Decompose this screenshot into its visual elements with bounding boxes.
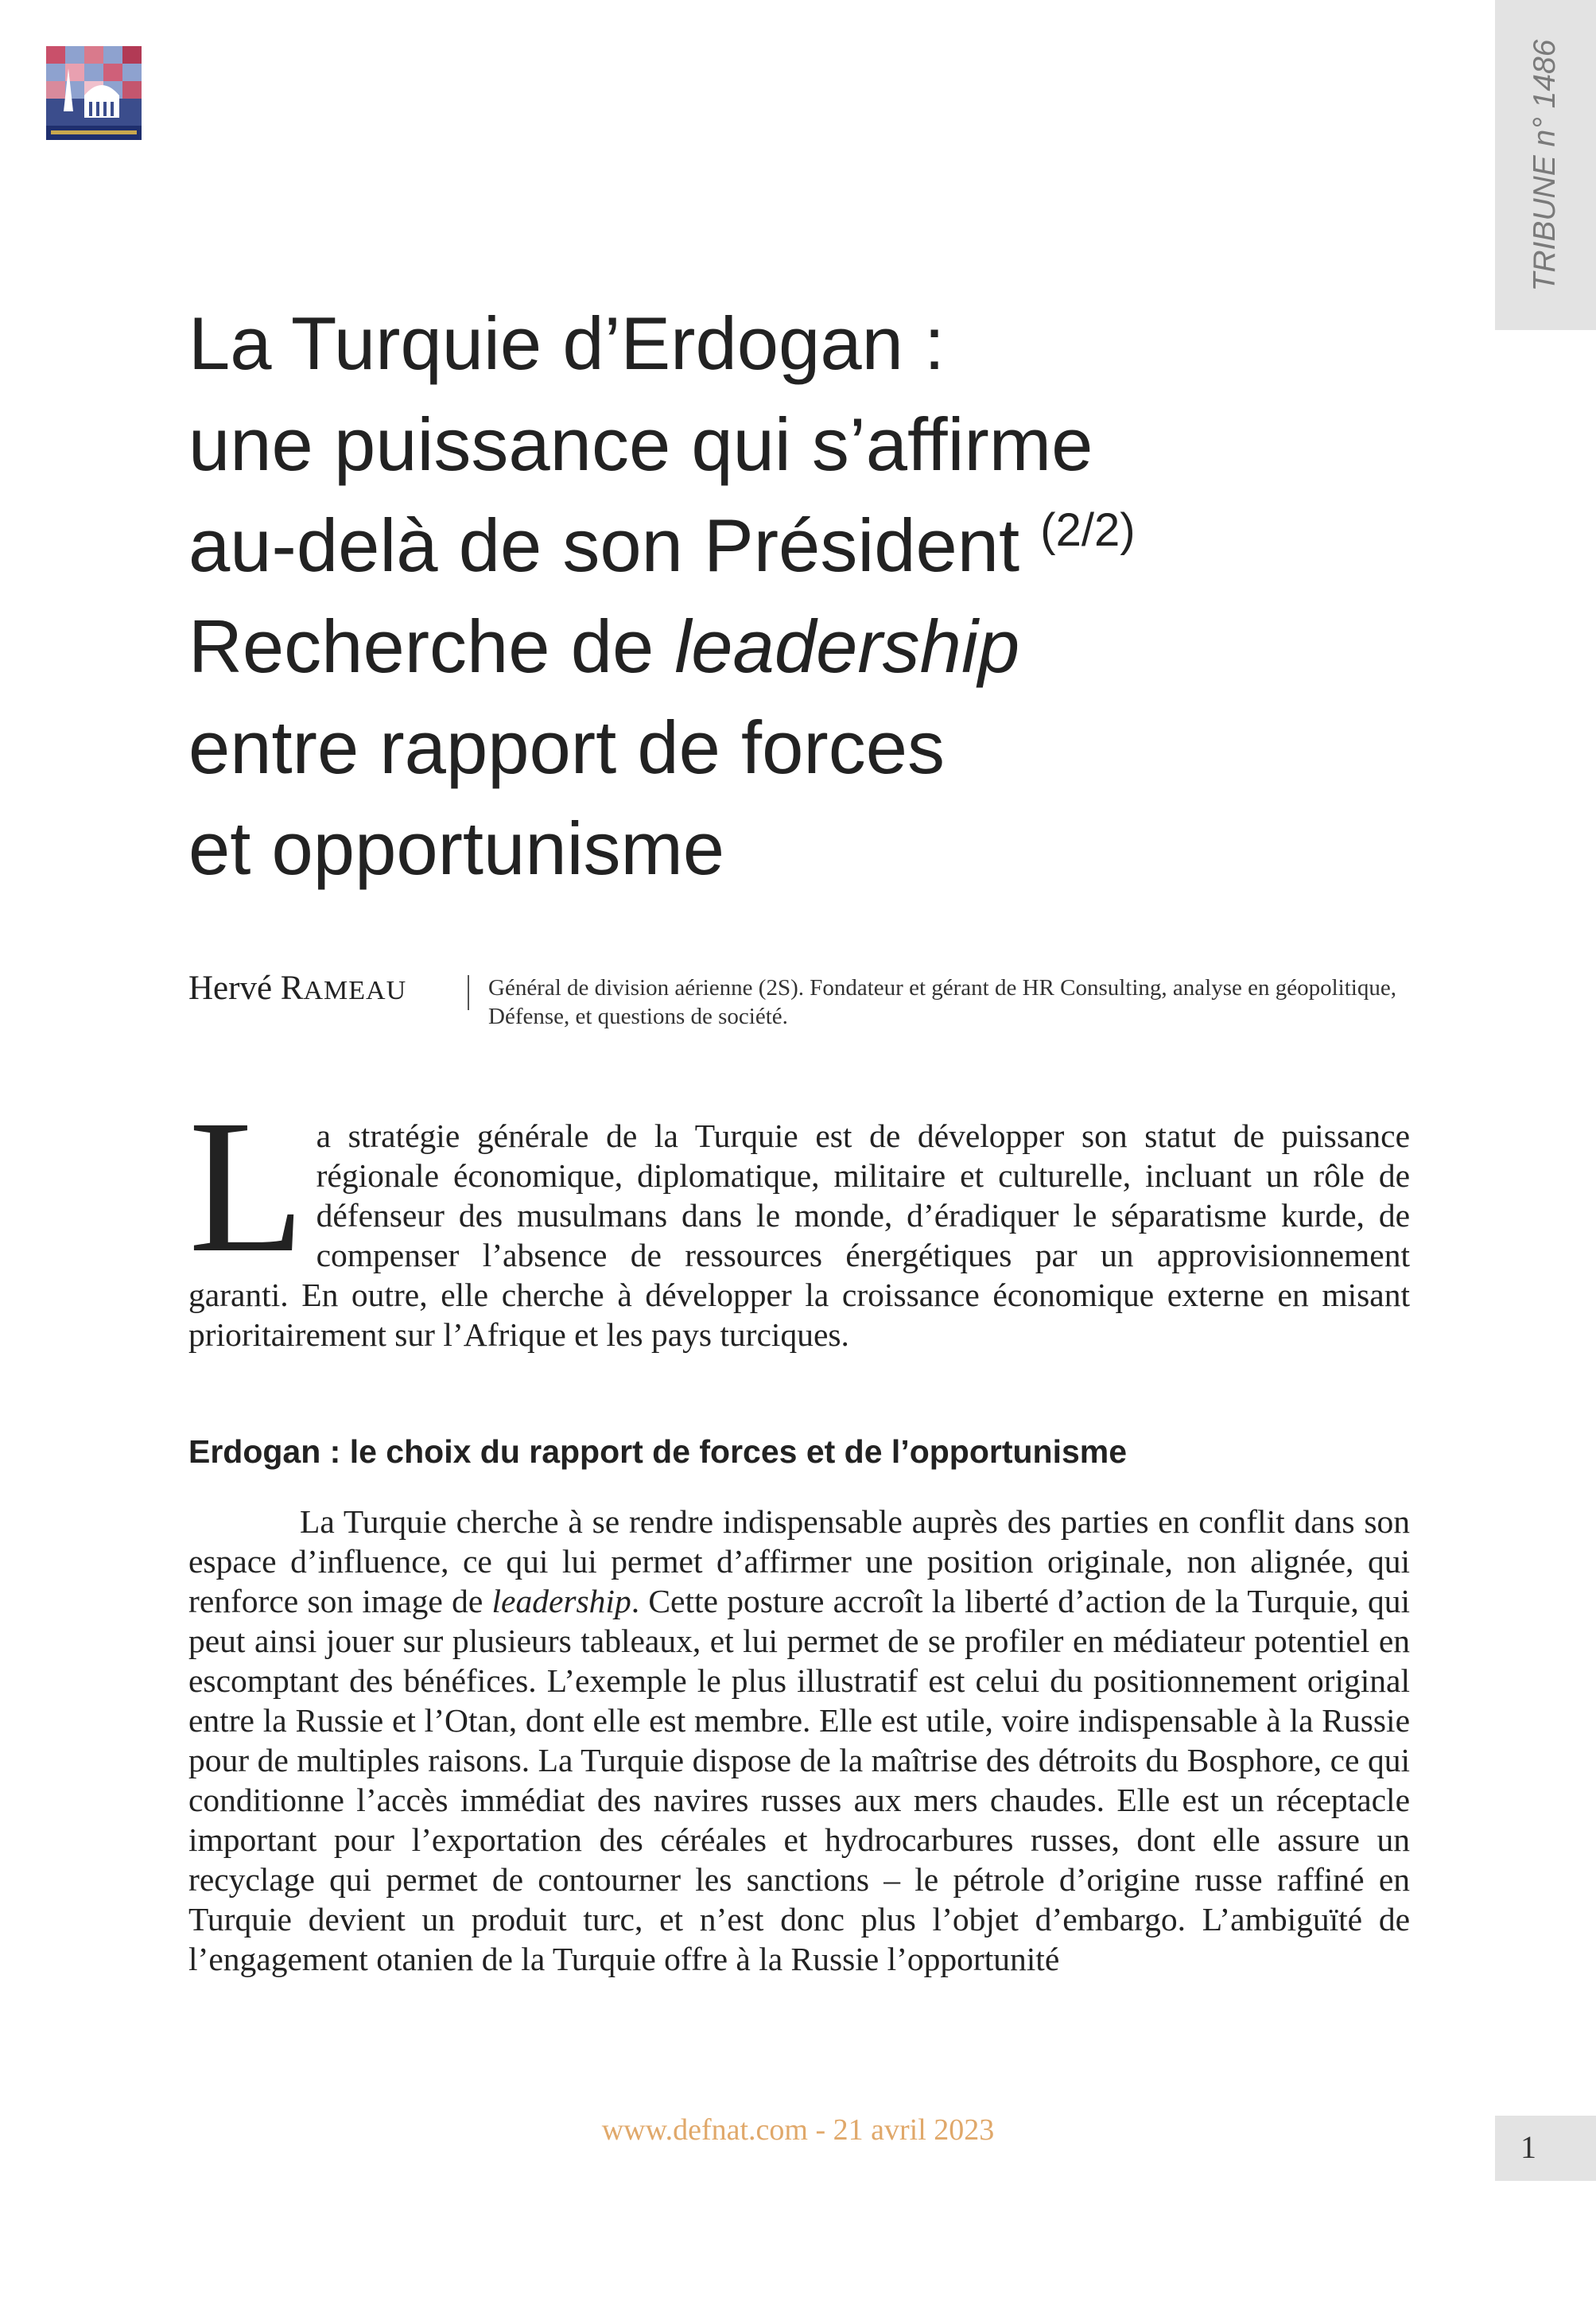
section-paragraph (188, 1502, 1410, 1979)
tribune-side-tab (1495, 0, 1596, 330)
author-first-name: Hervé (188, 970, 281, 1007)
author-divider (468, 975, 469, 1010)
title-line: une puissance qui s’affirme (188, 402, 1093, 486)
revue-logo (46, 46, 142, 140)
author-last-name-rest: AMEAU (303, 976, 407, 1005)
section-heading: Erdogan : le choix du rapport de forces et de l’opportunisme (188, 1433, 1128, 1470)
title-italic-word: leadership (674, 604, 1020, 688)
tribune-number: TRIBUNE n° 1486 (1528, 39, 1562, 292)
title-line-text: Recherche de (188, 604, 675, 688)
title-line: entre rapport de forces (188, 705, 945, 789)
author-name (188, 969, 406, 1008)
paragraph-italic-word: leadership (491, 1583, 631, 1619)
author-last-name-initial: R (280, 970, 304, 1007)
title-line: La Turquie d’Erdogan : (188, 301, 946, 385)
intro-paragraph (188, 1080, 1410, 1355)
intro-text: a stratégie générale de la Turquie est de développer son statut de puissance régionale économique, diplomatique, militaire et culturelle, incluant un rôle de défenseur des musulmans dans le monde, d’éradiquer le séparatisme kurde, de compenser l’absence de ressources énergétiques par un approvisionnement garanti. En outre, elle cherche à développer la croissance économique externe en misant prioritairement sur l’Afrique et les pays turciques. (188, 1117, 1410, 1353)
author-bio: Général de division aérienne (2S). Fondateur et gérant de HR Consulting, analyse en géopolitique, Défense, et questions de société. (488, 975, 1396, 1029)
part-indicator: (2/2) (1040, 504, 1136, 556)
revue-defense-nationale-logo-icon (46, 46, 142, 140)
title-line-text: au-delà de son Président (188, 503, 1020, 587)
paragraph-text: . Cette posture accroît la liberté d’action de la Turquie, qui peut ainsi jouer sur plusieurs tableaux, et lui permet de se profiler en médiateur potentiel en escomptant des bénéfices. L’exemple le plus illustratif est celui du positionnement original entre la Russie et l’Otan, dont elle est membre. Elle est utile, voire indispensable à la Russie pour de multiples raisons. La Turquie dispose de la maîtrise des détroits du Bosphore, ce qui conditionne l’accès immédiat des navires russes aux mers chaudes. Elle est un réceptacle important pour l’exportation des céréales et hydrocarbures russes, dont elle assure un recyclage qui permet de contourner les sanctions – le pétrole d’origine russe raffiné en Turquie devient un produit turc, et n’est donc plus l’objet d’embargo. L’ambiguïté de l’engagement otanien de la Turquie offre à la Russie l’opportunité (188, 1583, 1410, 1977)
paragraph-text: La Turquie cherche à se rendre indispensable auprès des parties en conflit dans son espace d’influence, ce qui lui permet d’affirmer une position originale, non alignée, qui renforce son image de (188, 1503, 1410, 1619)
title-line (188, 596, 1429, 697)
drop-cap: L (188, 1080, 305, 1292)
title-line: et opportunisme (188, 807, 725, 890)
footer-url-date: www.defnat.com - 21 avril 2023 (601, 2113, 995, 2147)
page-number-box (1495, 2116, 1596, 2181)
article-title (188, 293, 1429, 899)
page-number: 1 (1520, 2129, 1536, 2165)
title-line (188, 495, 1429, 596)
